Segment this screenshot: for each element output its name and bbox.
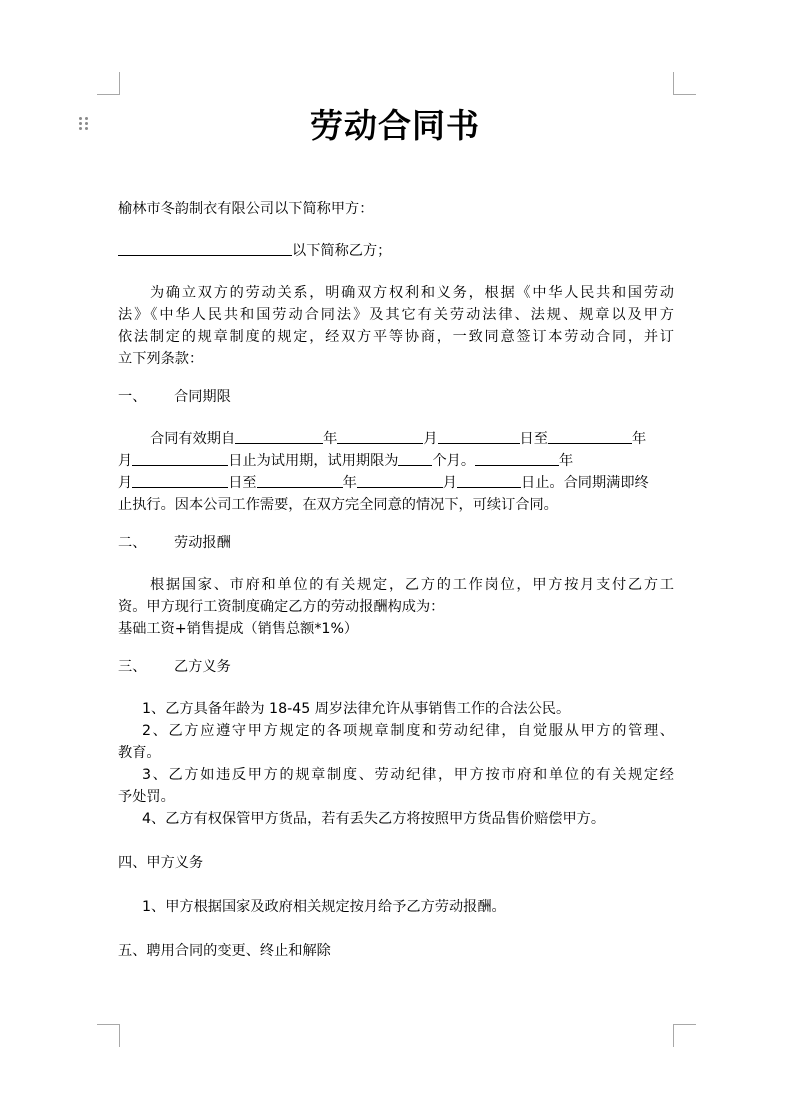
term-line-4: 止执行。因本公司工作需要，在双方完全同意的情况下，可续订合同。 [118,497,558,513]
preamble-line: 为确立双方的劳动关系，明确双方权利和义务，根据《中华人民共和国劳动 [150,285,674,301]
duty-b-item: 教育。 [118,745,161,761]
term-line-1: 合同有效期自 年 月 日至 年 [150,431,647,447]
party-b-line [118,240,674,262]
duty-a-item: 1、甲方根据国家及政府相关规定按月给予乙方劳动报酬。 [142,899,506,915]
party-b-blank[interactable] [118,241,292,256]
crop-mark-bottom-left [97,1024,120,1047]
document-title: 劳动合同书 [310,106,480,145]
pay-line: 资。甲方现行工资制度确定乙方的劳动报酬构成为： [118,599,445,615]
duty-b-item: 予处罚。 [118,789,175,805]
duty-b-item: 2、乙方应遵守甲方规定的各项规章制度和劳动纪律，自觉服从甲方的管理、 [142,723,674,739]
section-heading-3: 三、 乙方义务 [118,659,231,675]
section-heading-4: 四、甲方义务 [118,855,204,871]
duty-b-item: 4、乙方有权保管甲方货品，若有丢失乙方将按照甲方货品售价赔偿甲方。 [142,811,606,827]
term-line-3: 月 日至 年 月 日止。合同期满即终 [118,475,649,491]
crop-mark-top-right [673,72,696,95]
duty-b-item: 1、乙方具备年龄为 18-45 周岁法律允许从事销售工作的合法公民。 [142,701,571,717]
preamble-line: 依法制定的规章制度的规定，经双方平等协商，一致同意签订本劳动合同，并订 [118,329,674,345]
preamble-line: 法》《中华人民共和国劳动合同法》及其它有关劳动法律、法规、规章以及甲方 [118,307,674,323]
pay-line: 基础工资+销售提成（销售总额*1%） [118,621,359,637]
party-a-line: 榆林市冬韵制衣有限公司以下简称甲方： [118,201,374,217]
crop-mark-top-left [97,72,120,95]
preamble-line: 立下列条款： [118,351,204,367]
section-heading-1: 一、 合同期限 [118,389,231,405]
duty-b-item: 3、乙方如违反甲方的规章制度、劳动纪律，甲方按市府和单位的有关规定经 [142,767,674,783]
party-b-suffix: 以下简称乙方； [292,243,392,259]
section-heading-5: 五、聘用合同的变更、终止和解除 [118,943,331,959]
section-heading-2: 二、 劳动报酬 [118,535,231,551]
pay-line: 根据国家、市府和单位的有关规定，乙方的工作岗位，甲方按月支付乙方工 [150,577,674,593]
term-line-2: 月 日止为试用期，试用期限为 个月。 年 [118,453,574,469]
crop-mark-bottom-right [673,1024,696,1047]
